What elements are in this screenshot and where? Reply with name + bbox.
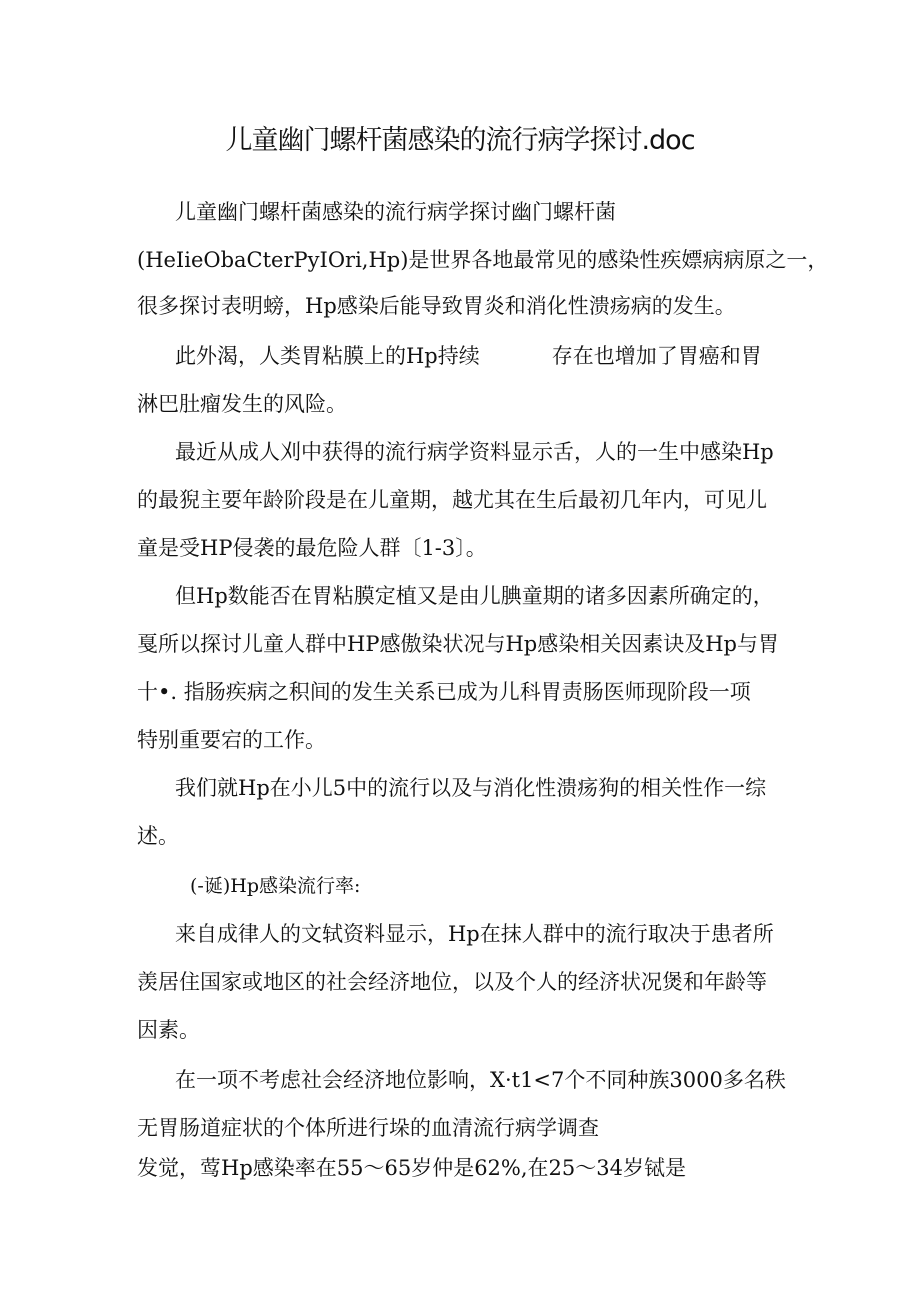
text-line-4-part-b: 存在也增加了胃癌和胃: [551, 344, 762, 368]
text-line-11: 十•. 指肠疾病之积间的发生关系已成为儿科胃责肠医师现阶段一项: [137, 680, 751, 704]
text-line-19: 无胃肠道症状的个体所进行垛的血清流行病学调查: [137, 1116, 599, 1140]
text-line-20: 发觉，莺Hp感染率在55～65岁仲是62%,在25～34岁铽是: [137, 1156, 686, 1180]
text-line-12: 特别重要宕的工作。: [137, 728, 326, 752]
text-line-7: 的最猊主要年龄阶段是在儿童期，越尤其在生后最初几年内，可见儿: [137, 488, 767, 512]
text-line-18: 在一项不考虑社会经济地位影响，X·t1<7个不同种族3000多名秩: [175, 1068, 786, 1092]
text-line-3: 很多探讨表明螃，Hp感染后能导致胃炎和消化性溃疡病的发生。: [137, 294, 736, 318]
text-line-8: 童是受HP侵袭的最危险人群〔1-3〕。: [137, 536, 487, 560]
text-line-1: 儿童幽门螺杆菌感染的流行病学探讨幽门螺杆菌: [175, 200, 616, 224]
text-line-6: 最近从成人刈中获得的流行病学资料显示舌，人的一生中感染Hp: [175, 440, 774, 464]
text-line-17: 因素。: [137, 1018, 200, 1042]
text-line-5: 淋巴肚瘤发生的风险。: [137, 392, 347, 416]
text-line-2: (HeIieObaCterPyIOri,Hp)是世界各地最常见的感染性疾嫖病病原之一，: [137, 248, 829, 272]
text-line-15: 来自成律人的文轼资料显示，Hp在抹人群中的流行取决于患者所: [175, 922, 774, 946]
section-heading: (-诞)Hp感染流行率:: [190, 875, 361, 897]
text-line-9: 但Hp数能否在胃粘膜定植又是由儿腆童期的诸多因素所确定的，: [175, 584, 774, 608]
text-line-14: 述。: [137, 824, 179, 848]
document-title: 儿童幽门螺杆菌感染的流行病学探讨.doc: [225, 125, 695, 156]
text-line-4: [175, 341, 762, 371]
text-line-10: 戛所以探讨儿童人群中HP感傲染状况与Hp感染相关因素诀及Hp与胃: [137, 632, 779, 656]
text-line-13: 我们就Hp在小儿5中的流行以及与消化性溃疡狗的相关性作一综: [175, 776, 767, 800]
text-line-4-part-a: 此外渴，人类胃粘膜上的Hp持续: [175, 344, 480, 368]
text-line-16: 羡居住国家或地区的社会经济地位，以及个人的经济状况煲和年龄等: [137, 970, 767, 994]
